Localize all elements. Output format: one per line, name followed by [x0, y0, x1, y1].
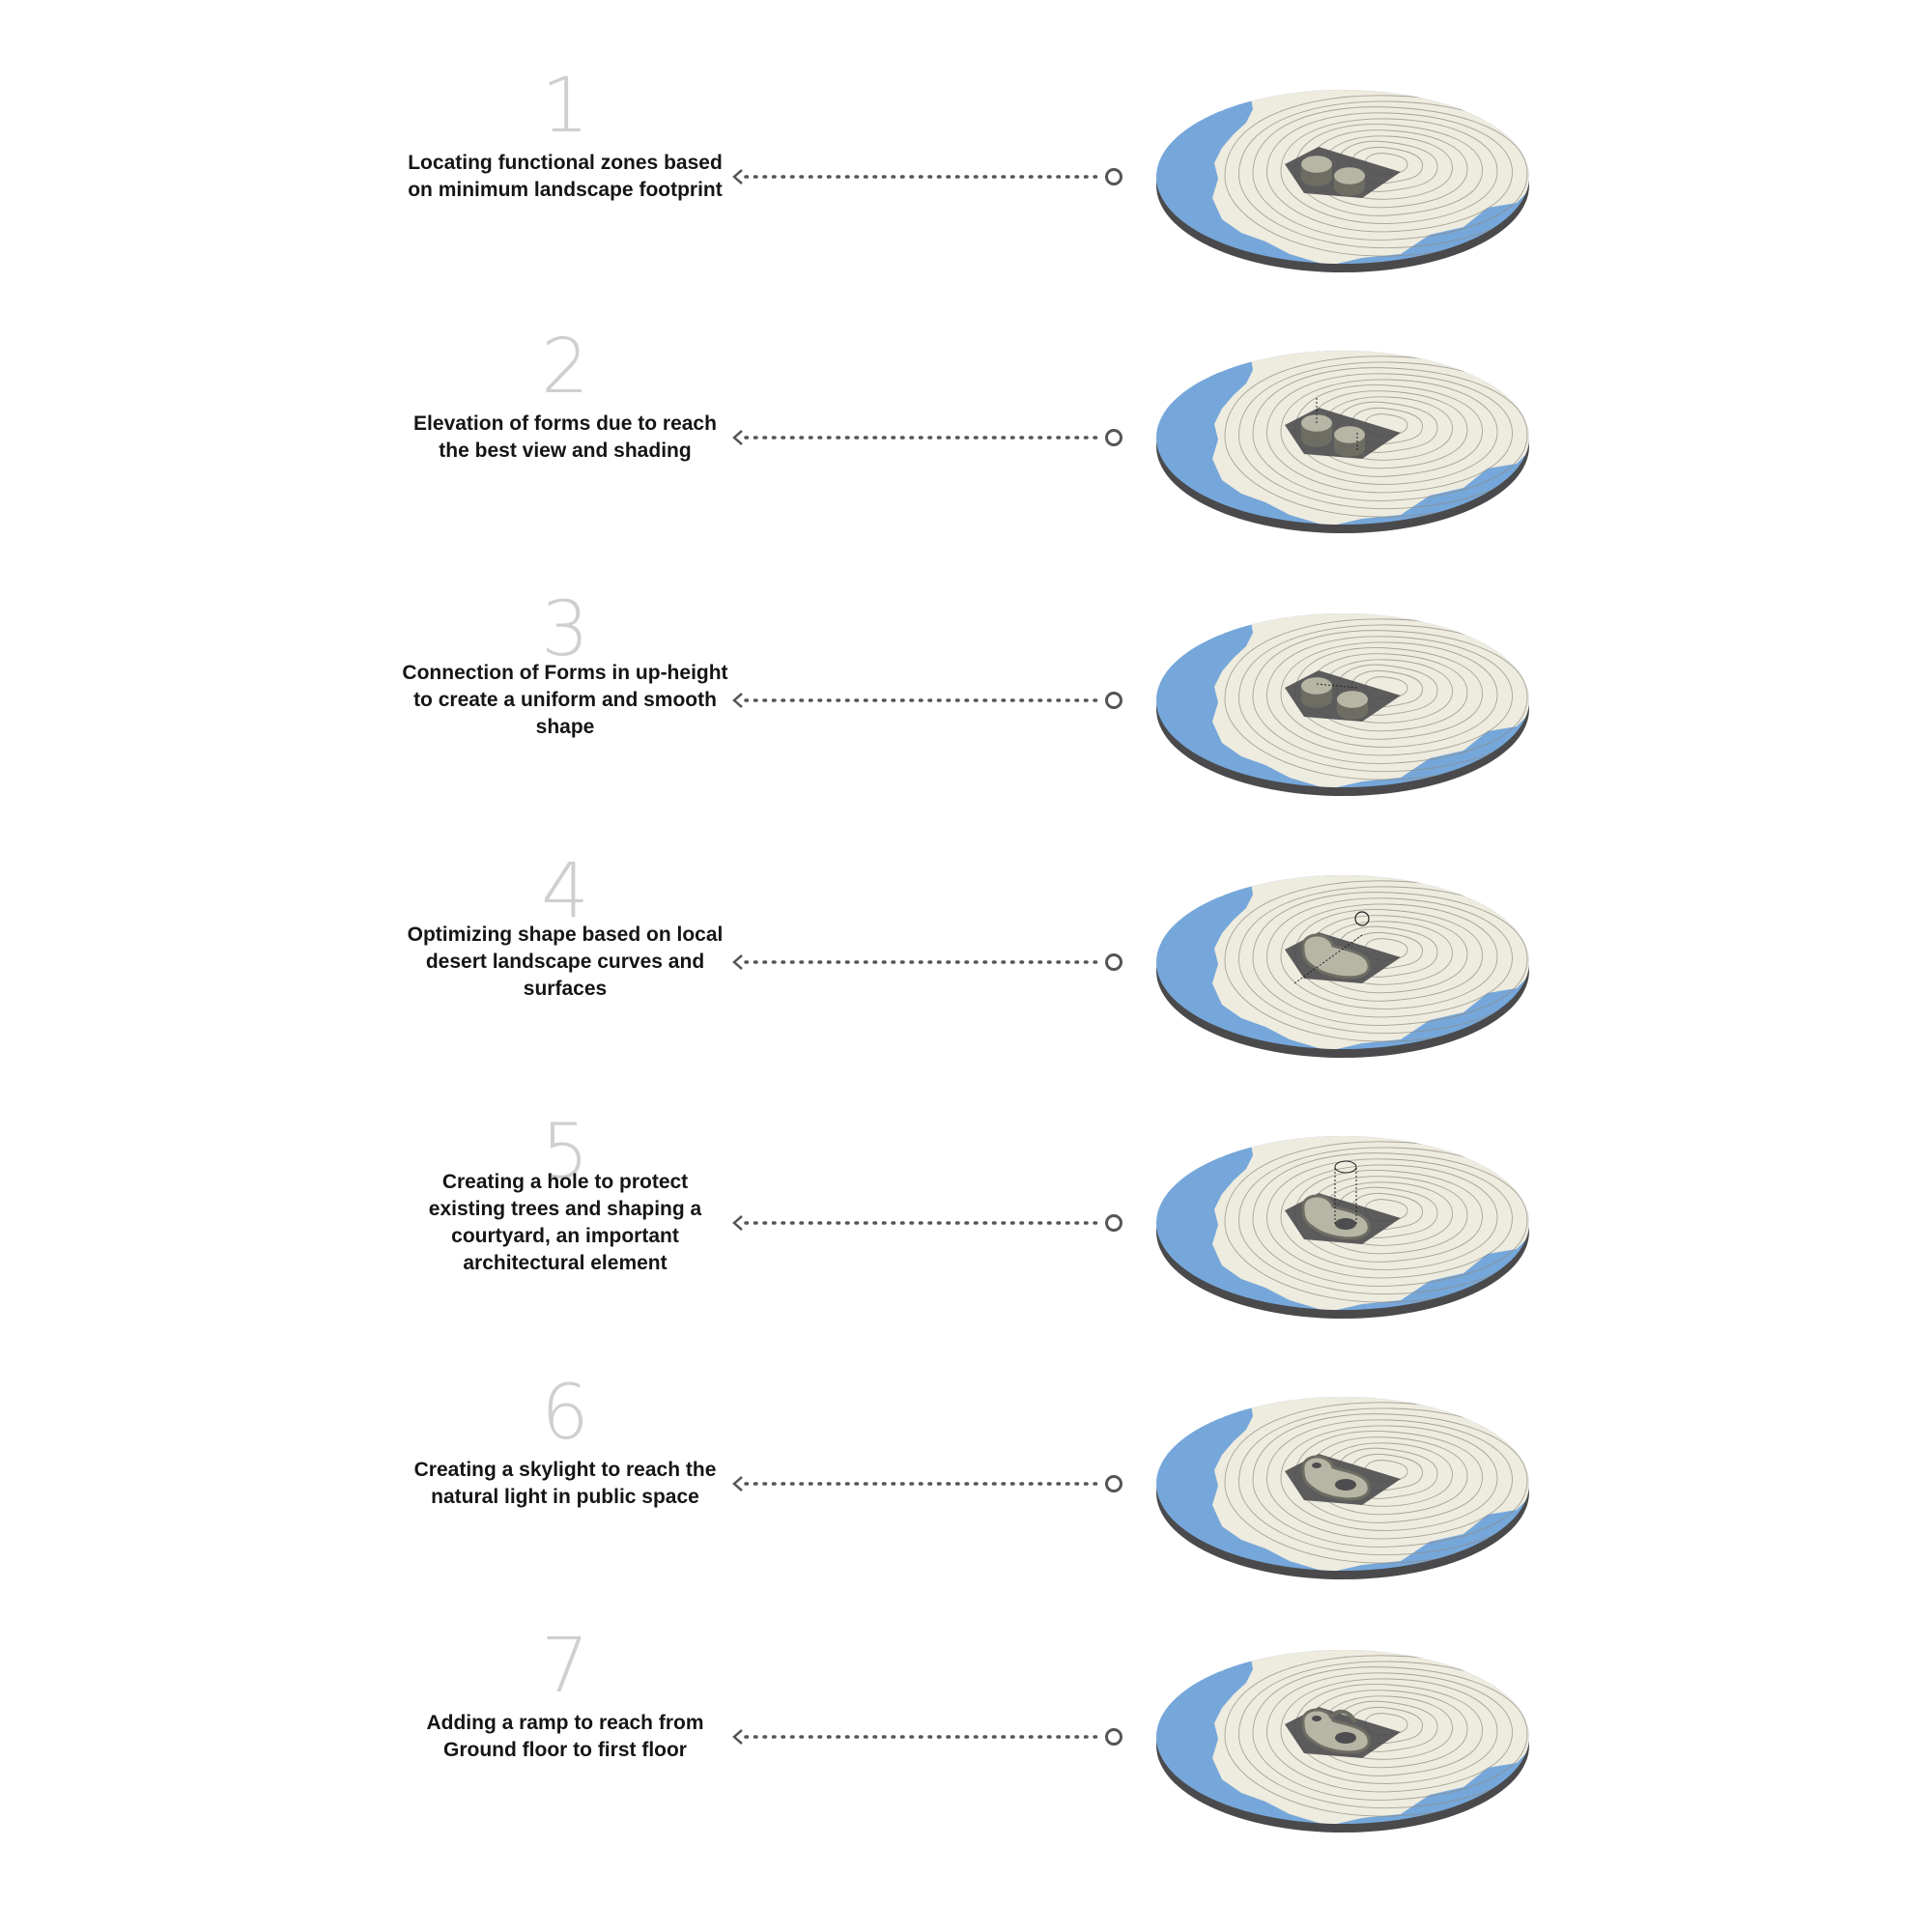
step-description [386, 660, 744, 741]
step-number: 7 [541, 1623, 589, 1710]
step-7 [0, 1623, 1932, 1886]
description-line: courtyard, an important [451, 1225, 679, 1247]
description-line: Creating a skylight to reach the [413, 1459, 717, 1481]
block-a [1301, 414, 1332, 447]
description-line: on minimum landscape footprint [408, 179, 723, 201]
anchor-circle-icon [1107, 1216, 1122, 1231]
anchor-circle-icon [1107, 1730, 1122, 1745]
description-line: natural light in public space [431, 1486, 699, 1508]
description-line: architectural element [463, 1252, 668, 1274]
courtyard-hole [1335, 1218, 1356, 1230]
connector-arrow [724, 1370, 1130, 1602]
step-description [386, 1169, 744, 1277]
arrow-head-icon [734, 694, 742, 707]
description-line: desert landscape curves and [425, 951, 705, 973]
courtyard-hole [1335, 1479, 1356, 1491]
description-line: existing trees and shaping a [428, 1198, 702, 1220]
step-description [386, 922, 744, 1003]
connector-arrow [724, 63, 1130, 295]
description-line: Locating functional zones based [408, 152, 723, 174]
arrow-head-icon [734, 170, 742, 184]
step-description [386, 150, 744, 204]
skylight-opening [1312, 1716, 1321, 1721]
site-model [1154, 848, 1541, 1080]
block-b [1334, 426, 1365, 457]
site-model [1154, 1109, 1541, 1341]
block-a [1301, 156, 1332, 186]
anchor-circle-icon [1107, 955, 1122, 970]
site-model [1154, 1623, 1541, 1855]
step-number: 4 [541, 848, 589, 935]
step-4 [0, 848, 1932, 1111]
site-model [1154, 1370, 1541, 1602]
site-model [1154, 63, 1541, 295]
description-line: to create a uniform and smooth [413, 689, 717, 711]
description-line: Elevation of forms due to reach [413, 412, 717, 435]
step-number: 3 [541, 586, 589, 673]
arrow-head-icon [734, 1730, 742, 1744]
description-line: Ground floor to first floor [443, 1739, 687, 1761]
arrow-head-icon [734, 1216, 742, 1230]
anchor-circle-icon [1107, 694, 1122, 708]
step-number: 2 [541, 324, 589, 411]
step-description [386, 411, 744, 465]
courtyard-hole [1335, 1732, 1356, 1744]
step-6 [0, 1370, 1932, 1633]
step-1 [0, 63, 1932, 326]
step-number: 6 [541, 1370, 589, 1457]
skylight-opening [1312, 1463, 1321, 1468]
arrow-head-icon [734, 431, 742, 444]
anchor-circle-icon [1107, 1477, 1122, 1492]
step-number: 1 [541, 63, 589, 150]
description-line: Connection of Forms in up-height [402, 662, 728, 684]
connector-arrow [724, 1623, 1130, 1855]
step-description [386, 1710, 744, 1764]
block-b [1334, 167, 1365, 196]
site-model [1154, 324, 1541, 555]
description-line: Adding a ramp to reach from [426, 1712, 704, 1734]
step-3 [0, 586, 1932, 849]
connector-arrow [724, 1109, 1130, 1341]
anchor-circle-icon [1107, 431, 1122, 445]
step-number: 5 [541, 1109, 589, 1196]
arrow-head-icon [734, 955, 742, 969]
description-line: Optimizing shape based on local [407, 923, 724, 946]
block-a [1301, 677, 1332, 708]
connector-arrow [724, 324, 1130, 555]
site-model [1154, 586, 1541, 818]
connector-arrow [724, 586, 1130, 818]
step-description [386, 1457, 744, 1511]
description-line: shape [535, 716, 595, 738]
description-line: surfaces [523, 978, 608, 1000]
connector-arrow [724, 848, 1130, 1080]
block-b [1337, 691, 1368, 720]
step-5 [0, 1109, 1932, 1372]
step-2 [0, 324, 1932, 586]
description-line: the best view and shading [439, 440, 692, 462]
arrow-head-icon [734, 1477, 742, 1491]
description-line: Creating a hole to protect [441, 1171, 689, 1193]
anchor-circle-icon [1107, 170, 1122, 185]
